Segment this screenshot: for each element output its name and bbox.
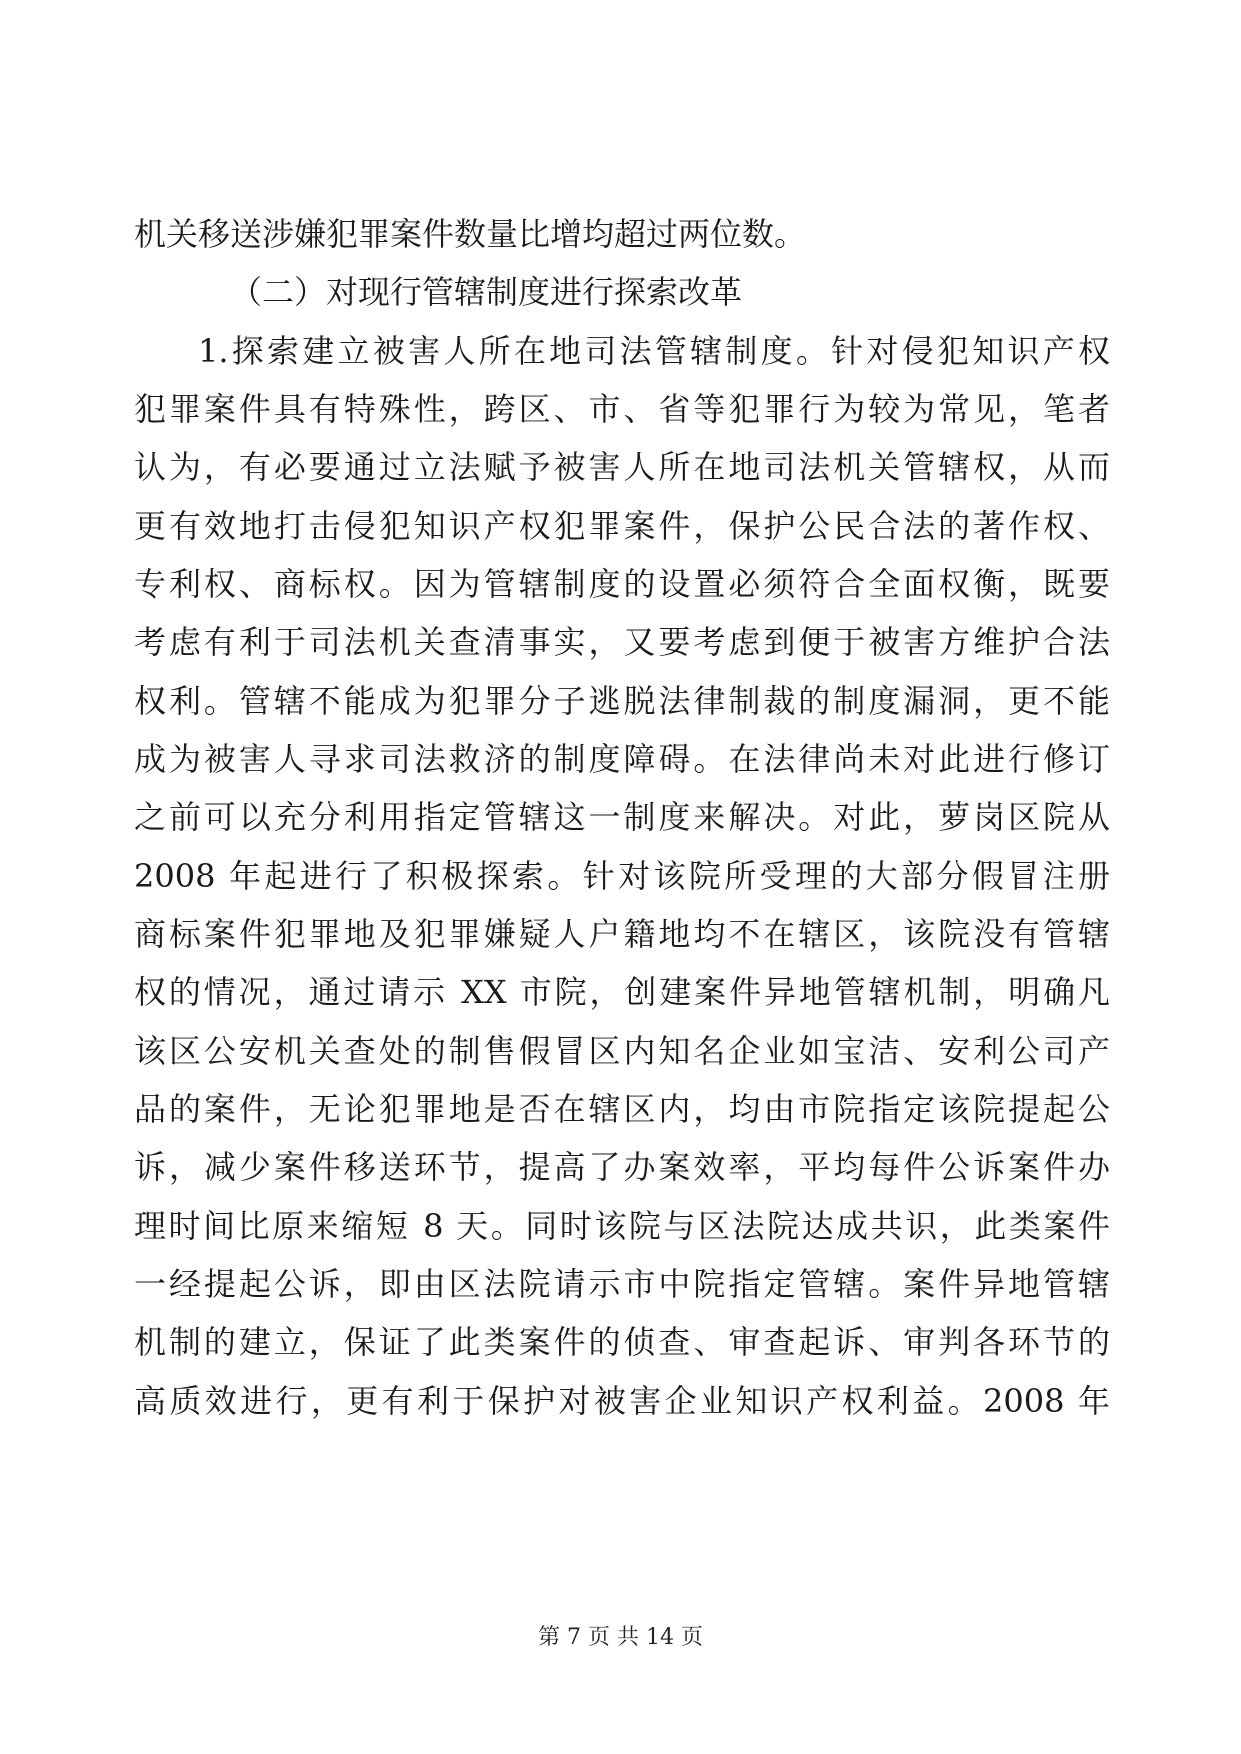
paragraph-line: 之前可以充分利用指定管辖这一制度来解决。对此，萝岗区院从: [134, 798, 1110, 836]
paragraph-line: 更有效地打击侵犯知识产权犯罪案件，保护公民合法的著作权、: [134, 507, 1110, 545]
paragraph-line: 权利。管辖不能成为犯罪分子逃脱法律制裁的制度漏洞，更不能: [134, 682, 1110, 720]
paragraph-line: 机制的建立，保证了此类案件的侦查、审查起诉、审判各环节的: [134, 1323, 1110, 1361]
paragraph-line: 机关移送涉嫌犯罪案件数量比增均超过两位数。: [134, 215, 807, 253]
paragraph-line: 高质效进行，更有利于保护对被害企业知识产权利益。2008 年: [134, 1382, 1110, 1420]
paragraph-line: 一经提起公诉，即由区法院请示市中院指定管辖。案件异地管辖: [134, 1265, 1110, 1303]
paragraph-line: 1.探索建立被害人所在地司法管辖制度。针对侵犯知识产权: [198, 332, 1110, 370]
paragraph-line: 品的案件，无论犯罪地是否在辖区内，均由市院指定该院提起公: [134, 1090, 1110, 1128]
paragraph-line: 诉，减少案件移送环节，提高了办案效率，平均每件公诉案件办: [134, 1148, 1110, 1186]
paragraph-line: 2008 年起进行了积极探索。针对该院所受理的大部分假冒注册: [134, 857, 1110, 895]
paragraph-line: 理时间比原来缩短 8 天。同时该院与区法院达成共识，此类案件: [134, 1207, 1110, 1245]
section-heading: （二）对现行管辖制度进行探索改革: [230, 273, 743, 311]
paragraph-line: 成为被害人寻求司法救济的制度障碍。在法律尚未对此进行修订: [134, 740, 1110, 778]
paragraph-line: 考虑有利于司法机关查清事实，又要考虑到便于被害方维护合法: [134, 623, 1110, 661]
paragraph-line: 商标案件犯罪地及犯罪嫌疑人户籍地均不在辖区，该院没有管辖: [134, 915, 1110, 953]
paragraph-line: 权的情况，通过请示 XX 市院，创建案件异地管辖机制，明确凡: [134, 973, 1110, 1011]
page-number-footer: 第 7 页 共 14 页: [538, 1625, 703, 1650]
paragraph-line: 犯罪案件具有特殊性，跨区、市、省等犯罪行为较为常见，笔者: [134, 390, 1110, 428]
paragraph-line: 认为，有必要通过立法赋予被害人所在地司法机关管辖权，从而: [134, 448, 1110, 486]
paragraph-line: 专利权、商标权。因为管辖制度的设置必须符合全面权衡，既要: [134, 565, 1110, 603]
paragraph-line: 该区公安机关查处的制售假冒区内知名企业如宝洁、安利公司产: [134, 1032, 1110, 1070]
